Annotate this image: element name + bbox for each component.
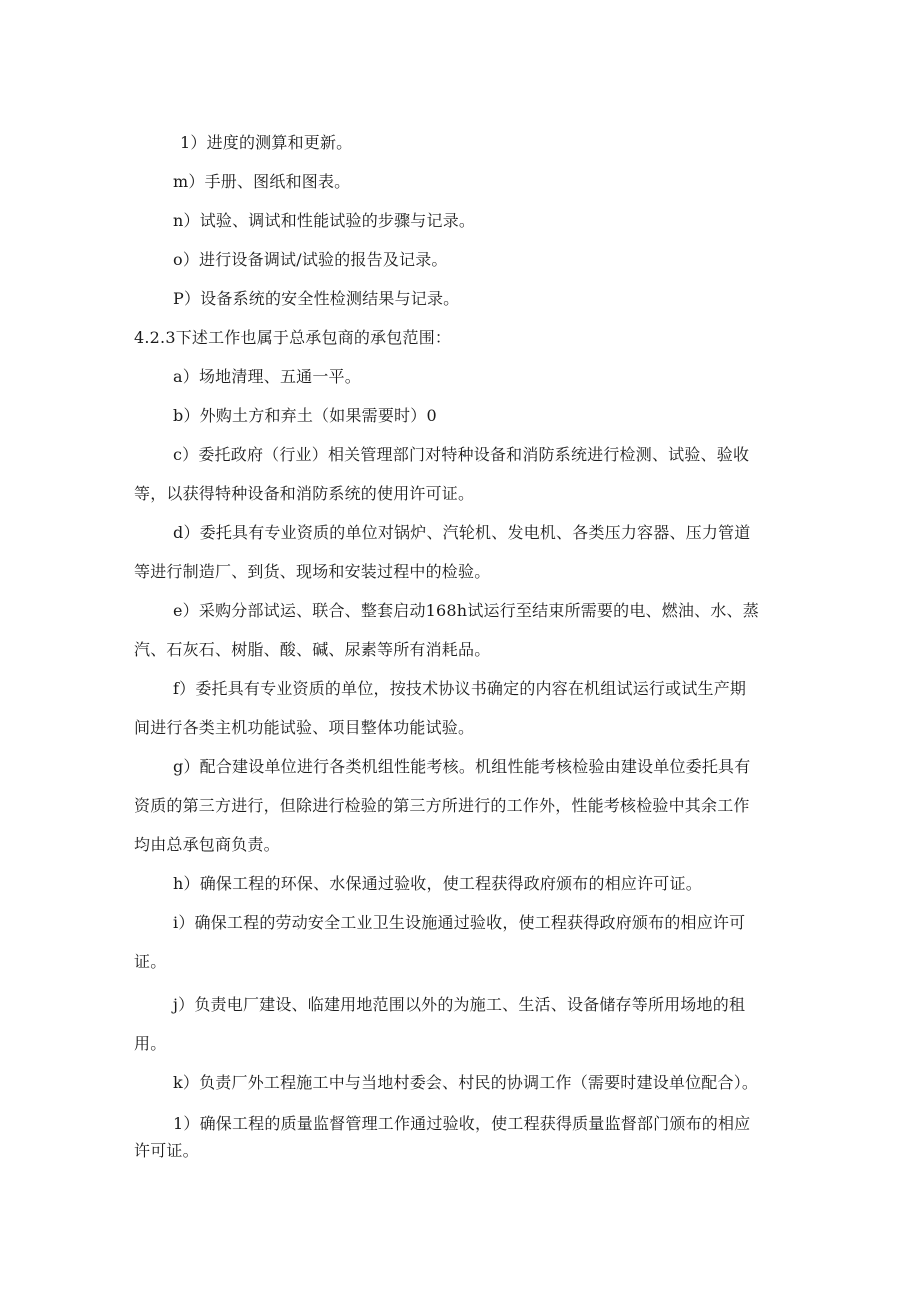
scope-item-g-line3: 均由总承包商负责。	[134, 835, 280, 854]
scope-item-d-line1: d）委托具有专业资质的单位对锅炉、汽轮机、发电机、各类压力容器、压力管道	[173, 523, 751, 542]
scope-item-f-line2: 间进行各类主机功能试验、项目整体功能试验。	[134, 718, 475, 737]
scope-item-g-line2: 资质的第三方进行，但除进行检验的第三方所进行的工作外，性能考核检验中其余工作	[134, 796, 750, 815]
scope-item-i-line2: 证。	[134, 952, 167, 971]
scope-item-c-line2: 等，以获得特种设备和消防系统的使用许可证。	[134, 484, 475, 503]
scope-item-g-line1: g）配合建设单位进行各类机组性能考核。机组性能考核检验由建设单位委托具有	[173, 757, 751, 776]
section-heading: 4.2.3下述工作也属于总承包商的承包范围：	[134, 328, 452, 347]
scope-item-a: a）场地清理、五通一平。	[173, 367, 361, 386]
list-item-o-reports: o）进行设备调试/试验的报告及记录。	[173, 250, 448, 269]
list-item-l-progress: 1）进度的测算和更新。	[180, 133, 353, 152]
list-item-p-safety: P）设备系统的安全性检测结果与记录。	[173, 289, 460, 308]
scope-item-l-line1: 1）确保工程的质量监督管理工作通过验收，使工程获得质量监督部门颁布的相应	[173, 1114, 751, 1133]
scope-item-b: b）外购土方和弃土（如果需要时）0	[173, 406, 437, 425]
scope-item-d-line2: 等进行制造厂、到货、现场和安装过程中的检验。	[134, 562, 491, 581]
scope-item-j-line1: j）负责电厂建设、临建用地范围以外的为施工、生活、设备储存等所用场地的租	[173, 995, 746, 1014]
scope-item-i-line1: i）确保工程的劳动安全工业卫生设施通过验收，使工程获得政府颁布的相应许可	[173, 913, 746, 932]
scope-item-k: k）负责厂外工程施工中与当地村委会、村民的协调工作（需要时建设单位配合）。	[173, 1073, 759, 1092]
scope-item-h: h）确保工程的环保、水保通过验收，使工程获得政府颁布的相应许可证。	[173, 874, 702, 893]
list-item-n-tests: n）试验、调试和性能试验的步骤与记录。	[173, 211, 476, 230]
scope-item-l-line2: 许可证。	[134, 1141, 199, 1160]
scope-item-e-line1: e）采购分部试运、联合、整套启动168h试运行至结束所需要的电、燃油、水、蒸	[173, 601, 759, 620]
scope-item-j-line2: 用。	[134, 1034, 167, 1053]
scope-item-e-line2: 汽、石灰石、树脂、酸、碱、尿素等所有消耗品。	[134, 640, 491, 659]
scope-item-f-line1: f）委托具有专业资质的单位，按技术协议书确定的内容在机组试运行或试生产期	[173, 679, 747, 698]
scope-item-c-line1: c）委托政府（行业）相关管理部门对特种设备和消防系统进行检测、试验、验收	[173, 445, 750, 464]
list-item-m-manuals: m）手册、图纸和图表。	[173, 172, 351, 191]
